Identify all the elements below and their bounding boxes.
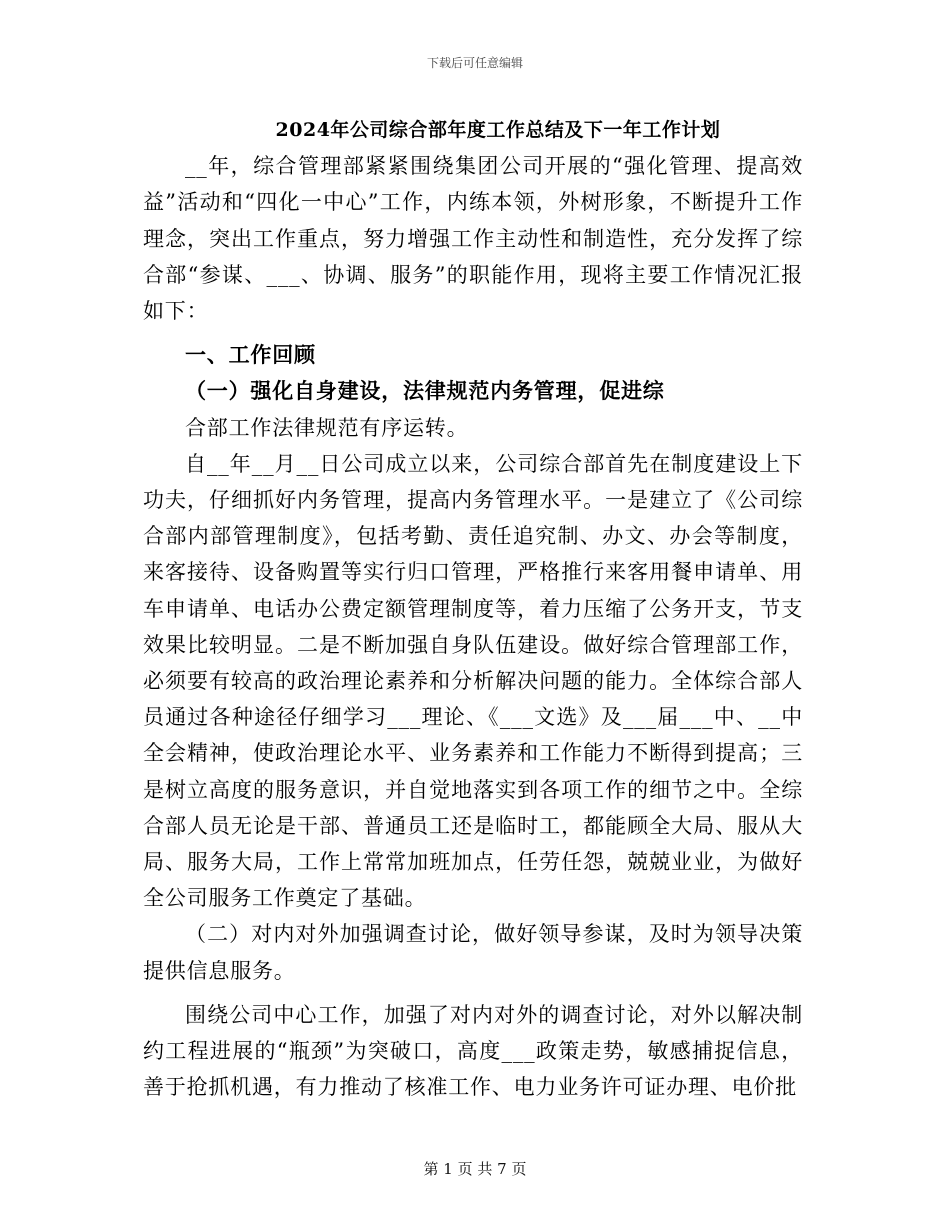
subsection-heading-2: （二）对内对外加强调查讨论，做好领导参谋，及时为领导决策提供信息服务。 [143,922,803,983]
subsection-heading-1-continued: 合部工作法律规范有序运转。 [185,415,469,440]
section-heading: 一、工作回顾 [185,342,316,368]
body-paragraph-1: 自__年__月__日公司成立以来，公司综合部首先在制度建设上下功夫，仔细抓好内务管理，提高内务管理水平。一是建立了《公司综合部内部管理制度》，包括考勤、责任追究制、办文、办会等制度，来客接待、设备购置等实行归口管理，严格推行来客用餐申请单、用车申请单、电话办公费定额管理制度等，着力压缩了公务开支，节支效果比较明显。二是不断加强自身队伍建设。做好综合管理部工作，必须要有较高的政治理论素养和分析解决问题的能力。全体综合部人员通过各种途径仔细学习___理论、《___文选》及___届___中、__中全会精神，使政治理论水平、业务素养和工作能力不断得到提高；三是树立高度的服务意识，并自觉地落实到各项工作的细节之中。全综合部人员无论是干部、普通员工还是临时工，都能顾全大局、服从大局、服务大局，工作上常常加班加点，任劳任怨，兢兢业业，为做好全公司服务工作奠定了基础。 [143,451,803,911]
document-title: 2024年公司综合部年度工作总结及下一年工作计划 [275,119,721,141]
page-footer: 第 1 页 共 7 页 [423,1160,527,1178]
page-header: 下载后可任意编辑 [426,56,523,70]
body-paragraph-2: 围绕公司中心工作，加强了对内对外的调查讨论，对外以解决制约工程进展的“瓶颈”为突破口，高度___政策走势，敏感捕捉信息，善于抢抓机遇，有力推动了核准工作、电力业务许可证办理、电价批 [143,1002,803,1100]
document-body [143,112,803,1105]
subsection-heading-1: （一）强化自身建设，法律规范内务管理，促进综 [185,378,665,404]
intro-paragraph: __年，综合管理部紧紧围绕集团公司开展的“强化管理、提高效益”活动和“四化一中心”工作，内练本领，外树形象，不断提升工作理念，突出工作重点，努力增强工作主动性和制造性，充分发挥了综合部“参谋、___、协调、服务”的职能作用，现将主要工作情况汇报如下： [143,154,803,324]
